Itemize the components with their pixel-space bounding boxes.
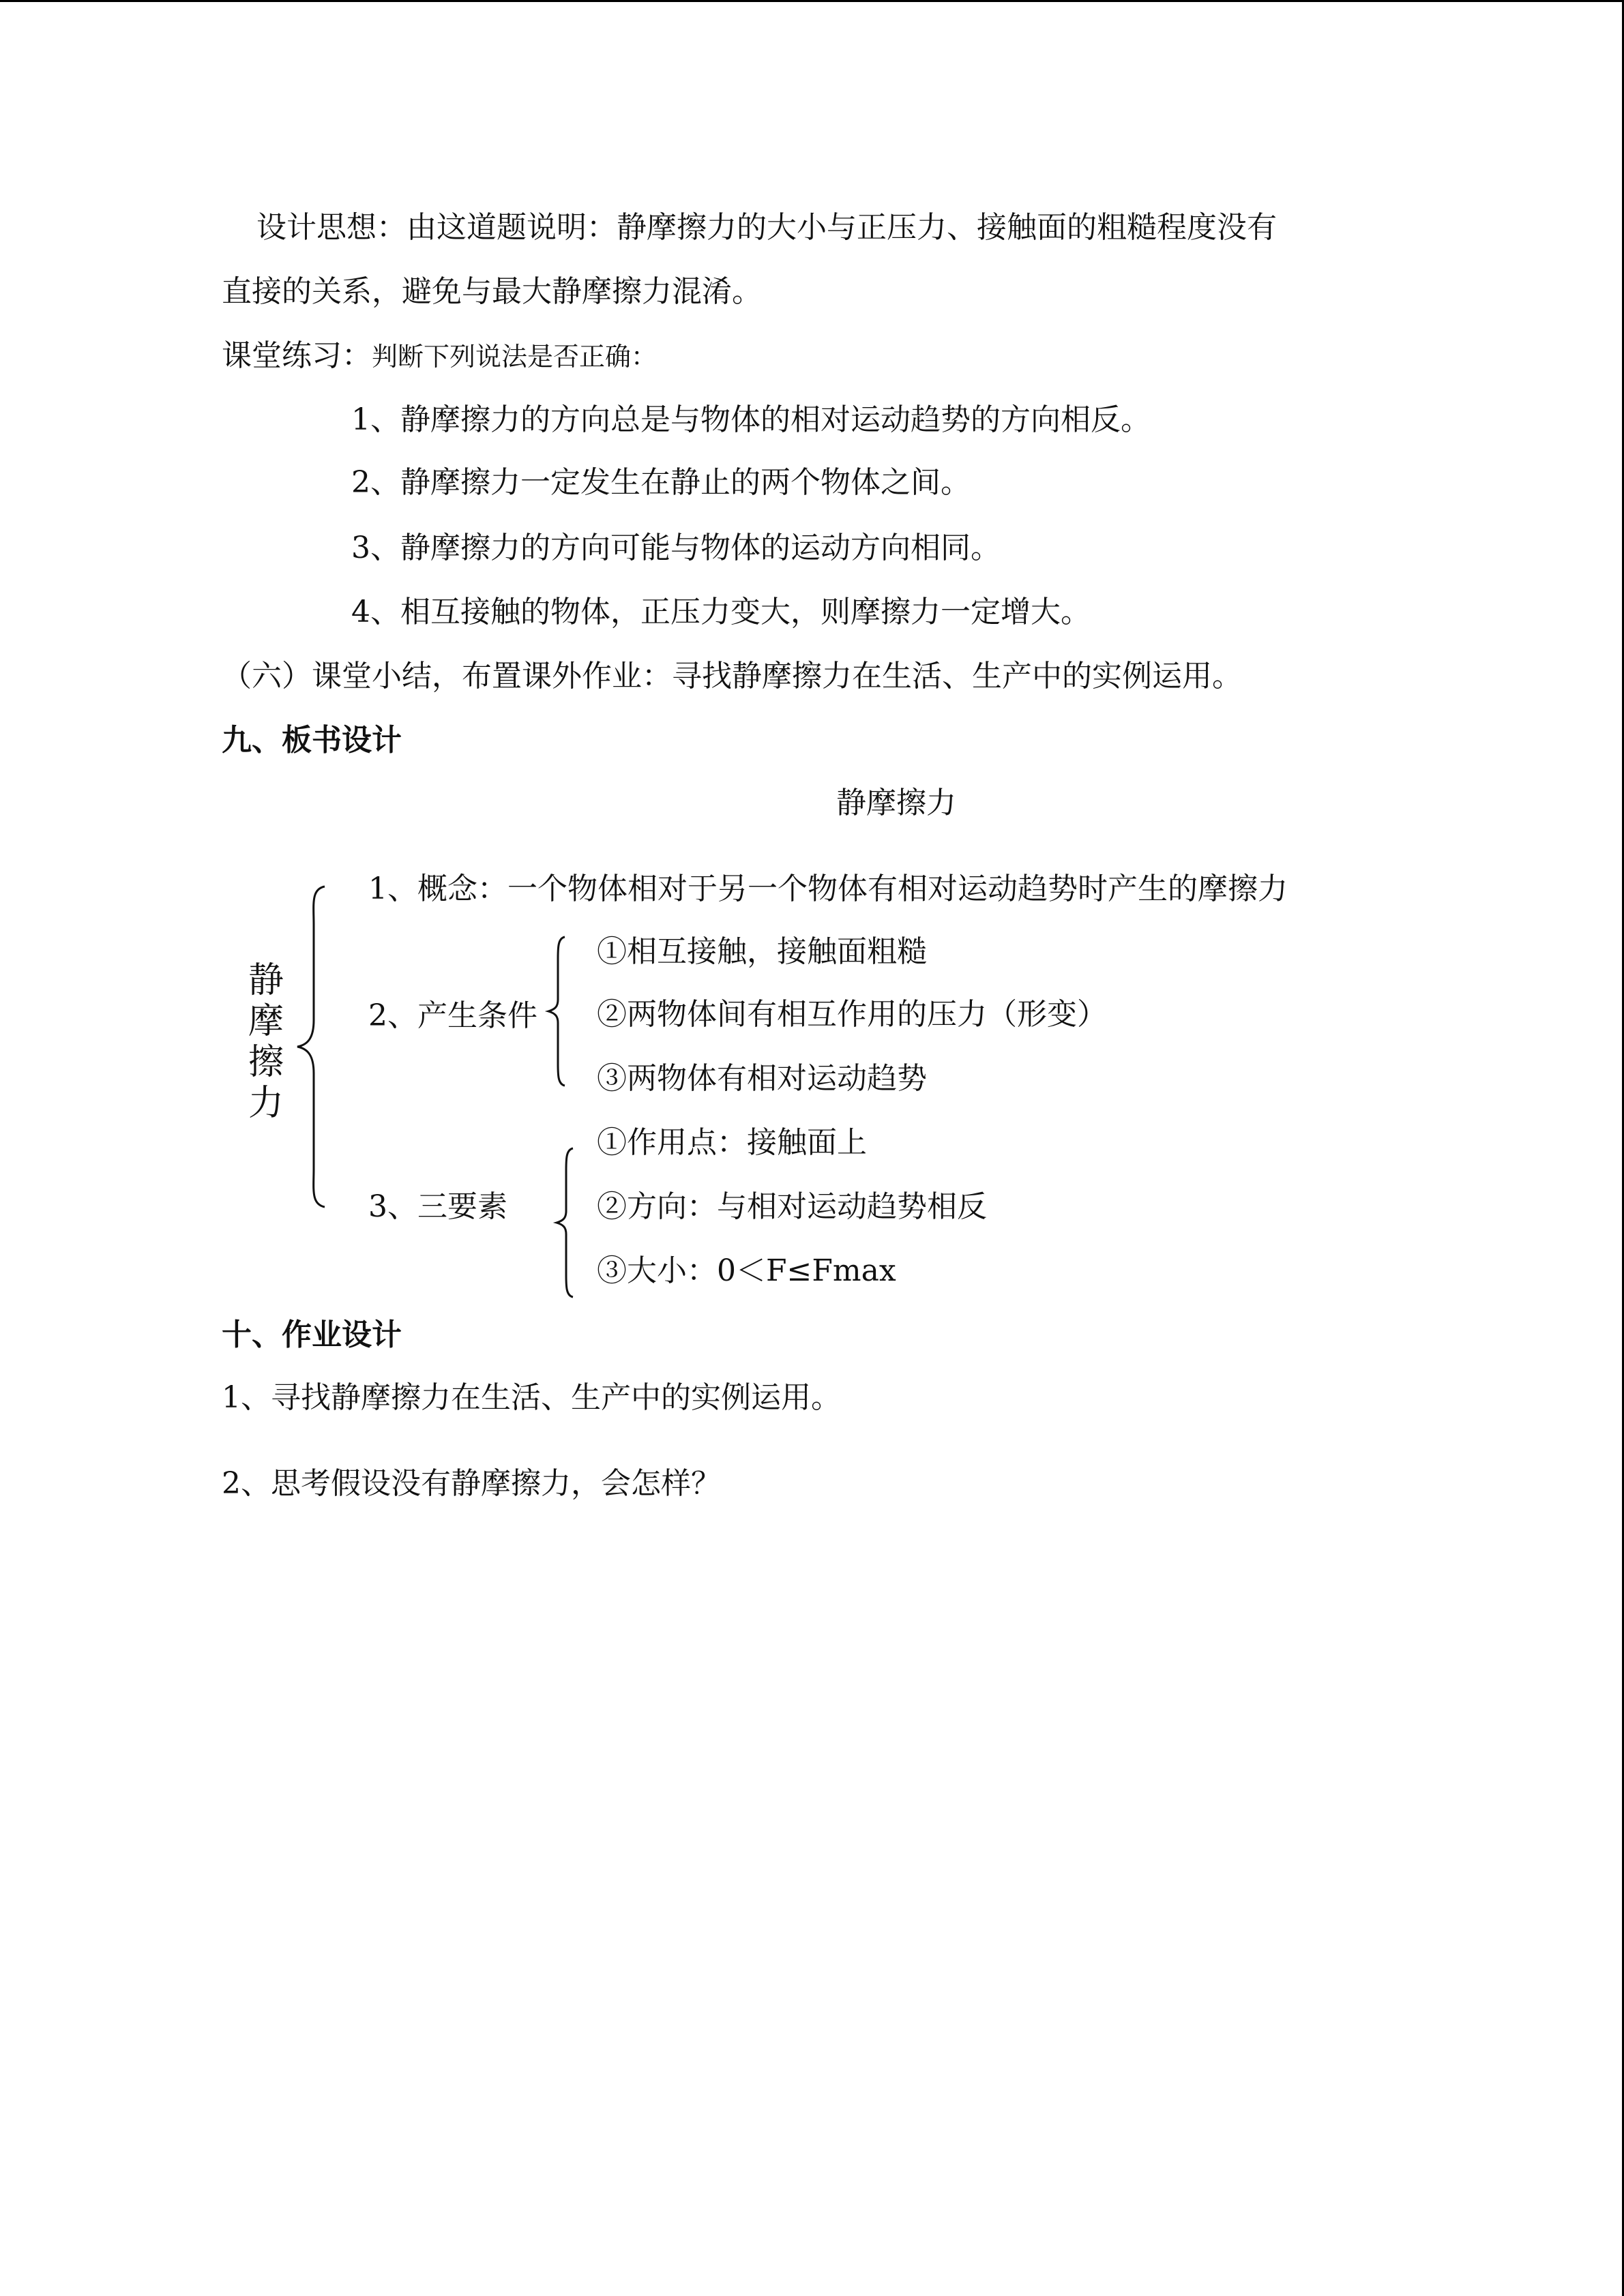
main-brace (293, 884, 334, 1210)
homework-item-2: 2、思考假设没有静摩擦力，会怎样？ (222, 1466, 721, 1501)
side-label-char-1: 静 (248, 960, 284, 1001)
board-concept: 1、概念：一个物体相对于另一个物体有相对运动趋势时产生的摩擦力 (368, 871, 1288, 906)
practice-item-4: 4、相互接触的物体，正压力变大，则摩擦力一定增大。 (351, 595, 1091, 629)
practice-item-1: 1、静摩擦力的方向总是与物体的相对运动趋势的方向相反。 (351, 402, 1151, 437)
board-side-label (246, 960, 286, 1124)
element-2: ②方向：与相对运动趋势相反 (597, 1189, 987, 1224)
condition-2: ②两物体间有相互作用的压力（形变） (597, 997, 1107, 1032)
element-1: ①作用点：接触面上 (597, 1125, 867, 1160)
side-label-char-2: 摩 (248, 1001, 284, 1042)
elements-brace (551, 1146, 578, 1300)
practice-item-3: 3、静摩擦力的方向可能与物体的运动方向相同。 (351, 531, 1001, 565)
condition-3: ③两物体有相对运动趋势 (597, 1061, 927, 1096)
element-3: ③大小：0＜F≤Fmax (597, 1253, 896, 1288)
practice-item-2: 2、静摩擦力一定发生在静止的两个物体之间。 (351, 465, 971, 500)
design-idea-line-2: 直接的关系，避免与最大静摩擦力混淆。 (222, 274, 762, 309)
conditions-brace (543, 934, 570, 1088)
practice-instruction: 判断下列说法是否正确： (372, 342, 658, 372)
conditions-label: 2、产生条件 (368, 998, 537, 1033)
side-label-char-3: 擦 (248, 1042, 284, 1083)
summary-line: （六）课堂小结，布置课外作业：寻找静摩擦力在生活、生产中的实例运用。 (222, 659, 1242, 694)
elements-label: 3、三要素 (368, 1189, 507, 1224)
practice-heading (222, 337, 657, 376)
side-label-char-4: 力 (248, 1083, 284, 1124)
design-idea-line-1: 设计思想：由这道题说明：静摩擦力的大小与正压力、接触面的粗糙程度没有 (256, 210, 1277, 245)
page-border-top (0, 0, 1624, 2)
condition-1: ①相互接触，接触面粗糙 (597, 934, 927, 969)
board-heading: 九、板书设计 (222, 723, 402, 758)
homework-heading: 十、作业设计 (222, 1317, 402, 1352)
homework-item-1: 1、寻找静摩擦力在生活、生产中的实例运用。 (222, 1380, 841, 1415)
board-title: 静摩擦力 (836, 786, 956, 820)
practice-label: 课堂练习： (222, 338, 372, 373)
